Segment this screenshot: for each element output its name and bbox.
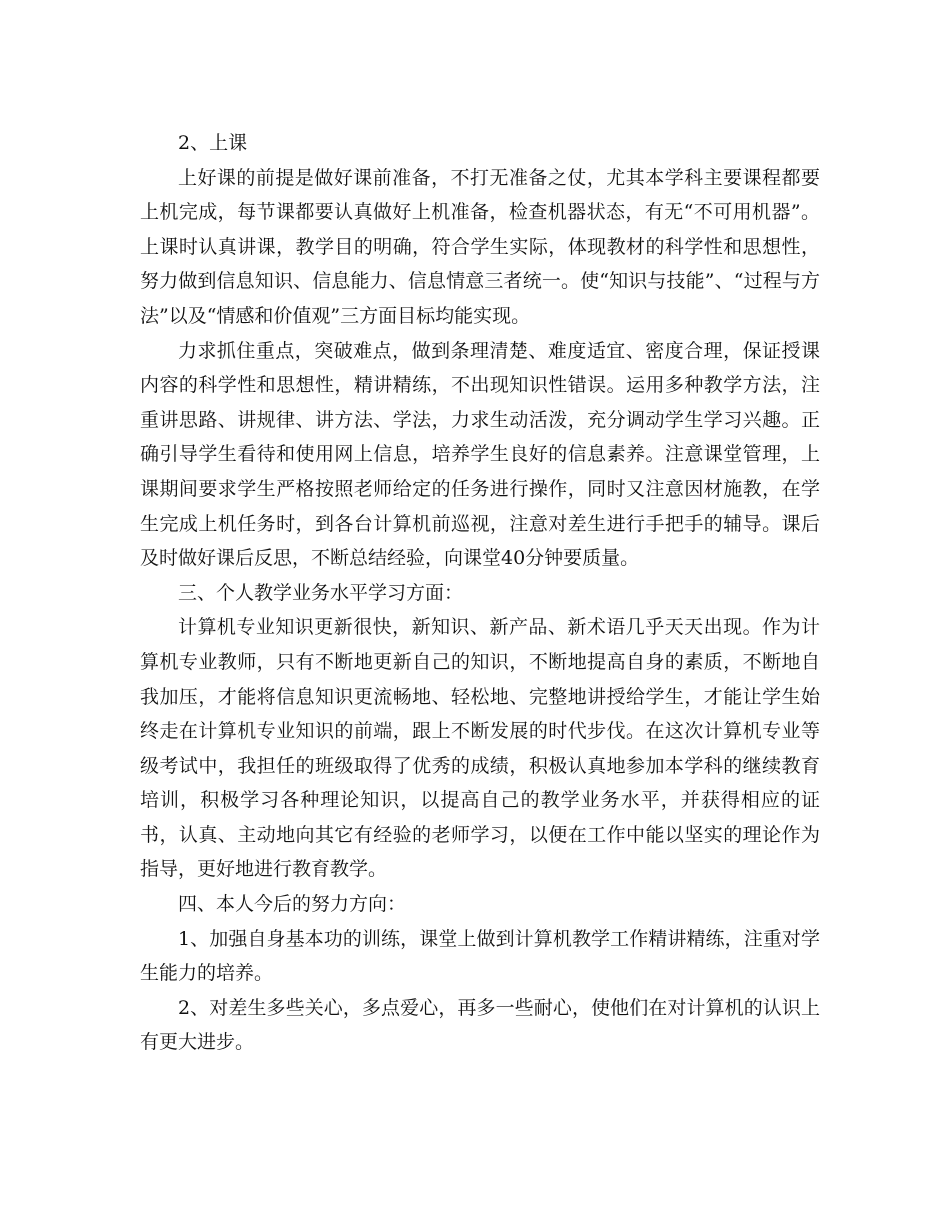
list-item-care-for-students: 2、对差生多些关心，多点爱心，再多一些耐心，使他们在对计算机的认识上有更大进步。 <box>140 996 820 1054</box>
section-heading-future-direction: 四、本人今后的努力方向： <box>178 893 407 916</box>
paragraph-lesson-preparation: 上好课的前提是做好课前准备，不打无准备之仗，尤其本学科主要课程都要上机完成，每节课都要认真做好上机准备，检查机器状态，有无“不可用机器”。上课时认真讲课，教学目的明确，符合学生实际，体现教材的科学性和思想性，努力做到信息知识、信息能力、信息情意三者统一。使“知识与技能”、“过程与方法”以及“情感和价值观”三方面目标均能实现。 <box>140 166 820 327</box>
list-item-basic-skills: 1、加强自身基本功的训练，课堂上做到计算机教学工作精讲精练，注重对学生能力的培养。 <box>140 927 820 985</box>
section-heading-professional-study: 三、个人教学业务水平学习方面： <box>178 581 464 604</box>
document-body <box>140 126 820 1060</box>
section-heading-lecture: 2、上课 <box>178 132 248 154</box>
paragraph-teaching-focus: 力求抓住重点，突破难点，做到条理清楚、难度适宜、密度合理，保证授课内容的科学性和思想性，精讲精练，不出现知识性错误。运用多种教学方法，注重讲思路、讲规律、讲方法、学法，力求生动活泼，充分调动学生学习兴趣。正确引导学生看待和使用网上信息，培养学生良好的信息素养。注意课堂管理，上课期间要求学生严格按照老师给定的任务进行操作，同时又注意因材施教，在学生完成上机任务时，到各台计算机前巡视，注意对差生进行手把手的辅导。课后及时做好课后反思，不断总结经验，向课堂40分钟要质量。 <box>140 339 820 570</box>
paragraph-professional-knowledge: 计算机专业知识更新很快，新知识、新产品、新术语几乎天天出现。作为计算机专业教师，只有不断地更新自己的知识，不断地提高自身的素质，不断地自我加压，才能将信息知识更流畅地、轻松地、完整地讲授给学生，才能让学生始终走在计算机专业知识的前端，跟上不断发展的时代步伐。在这次计算机专业等级考试中，我担任的班级取得了优秀的成绩，积极认真地参加本学科的继续教育培训，积极学习各种理论知识，以提高自己的教学业务水平，并获得相应的证书，认真、主动地向其它有经验的老师学习，以便在工作中能以坚实的理论作为指导，更好地进行教育教学。 <box>140 616 820 881</box>
